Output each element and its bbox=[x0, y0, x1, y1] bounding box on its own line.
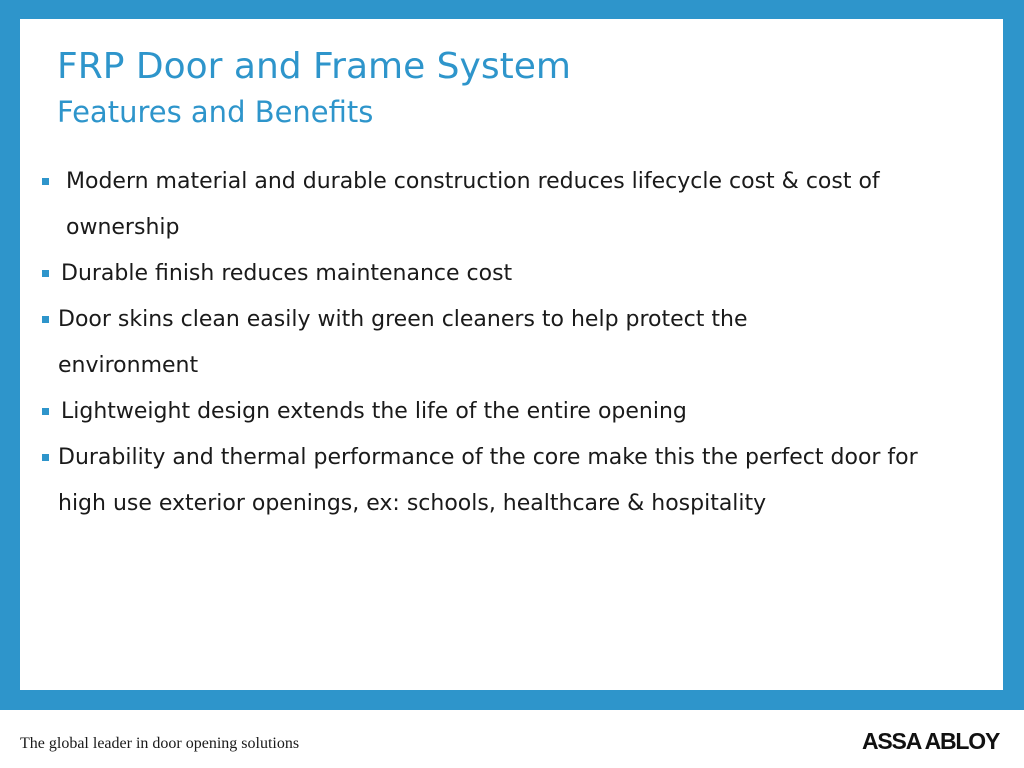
slide-title: FRP Door and Frame System bbox=[57, 46, 571, 87]
footer-tagline: The global leader in door opening solutions bbox=[20, 735, 300, 752]
bullet-text: Modern material and durable construction reduces lifecycle cost & cost of ownership bbox=[66, 169, 880, 240]
bullet-square-icon bbox=[42, 316, 49, 323]
bullet-item bbox=[42, 435, 987, 527]
slide-subtitle: Features and Benefits bbox=[57, 95, 374, 129]
bullet-square-icon bbox=[42, 178, 49, 185]
bullet-item bbox=[42, 389, 987, 435]
bullet-square-icon bbox=[42, 408, 49, 415]
bullet-text: Door skins clean easily with green cleaners to help protect the environment bbox=[58, 307, 748, 378]
bullet-text: Durability and thermal performance of the core make this the perfect door for high use exterior openings, ex: schools, healthcare & hospitality bbox=[58, 445, 918, 516]
bullet-item bbox=[42, 297, 987, 389]
bullet-list bbox=[42, 159, 987, 527]
bullet-square-icon bbox=[42, 270, 49, 277]
bullet-item bbox=[42, 159, 987, 251]
bullet-text: Lightweight design extends the life of the entire opening bbox=[61, 399, 687, 424]
content-panel bbox=[20, 19, 1003, 690]
bullet-item bbox=[42, 251, 987, 297]
bullet-text: Durable finish reduces maintenance cost bbox=[61, 261, 513, 286]
bullet-square-icon bbox=[42, 454, 49, 461]
company-logo: ASSA ABLOY bbox=[862, 728, 1000, 754]
